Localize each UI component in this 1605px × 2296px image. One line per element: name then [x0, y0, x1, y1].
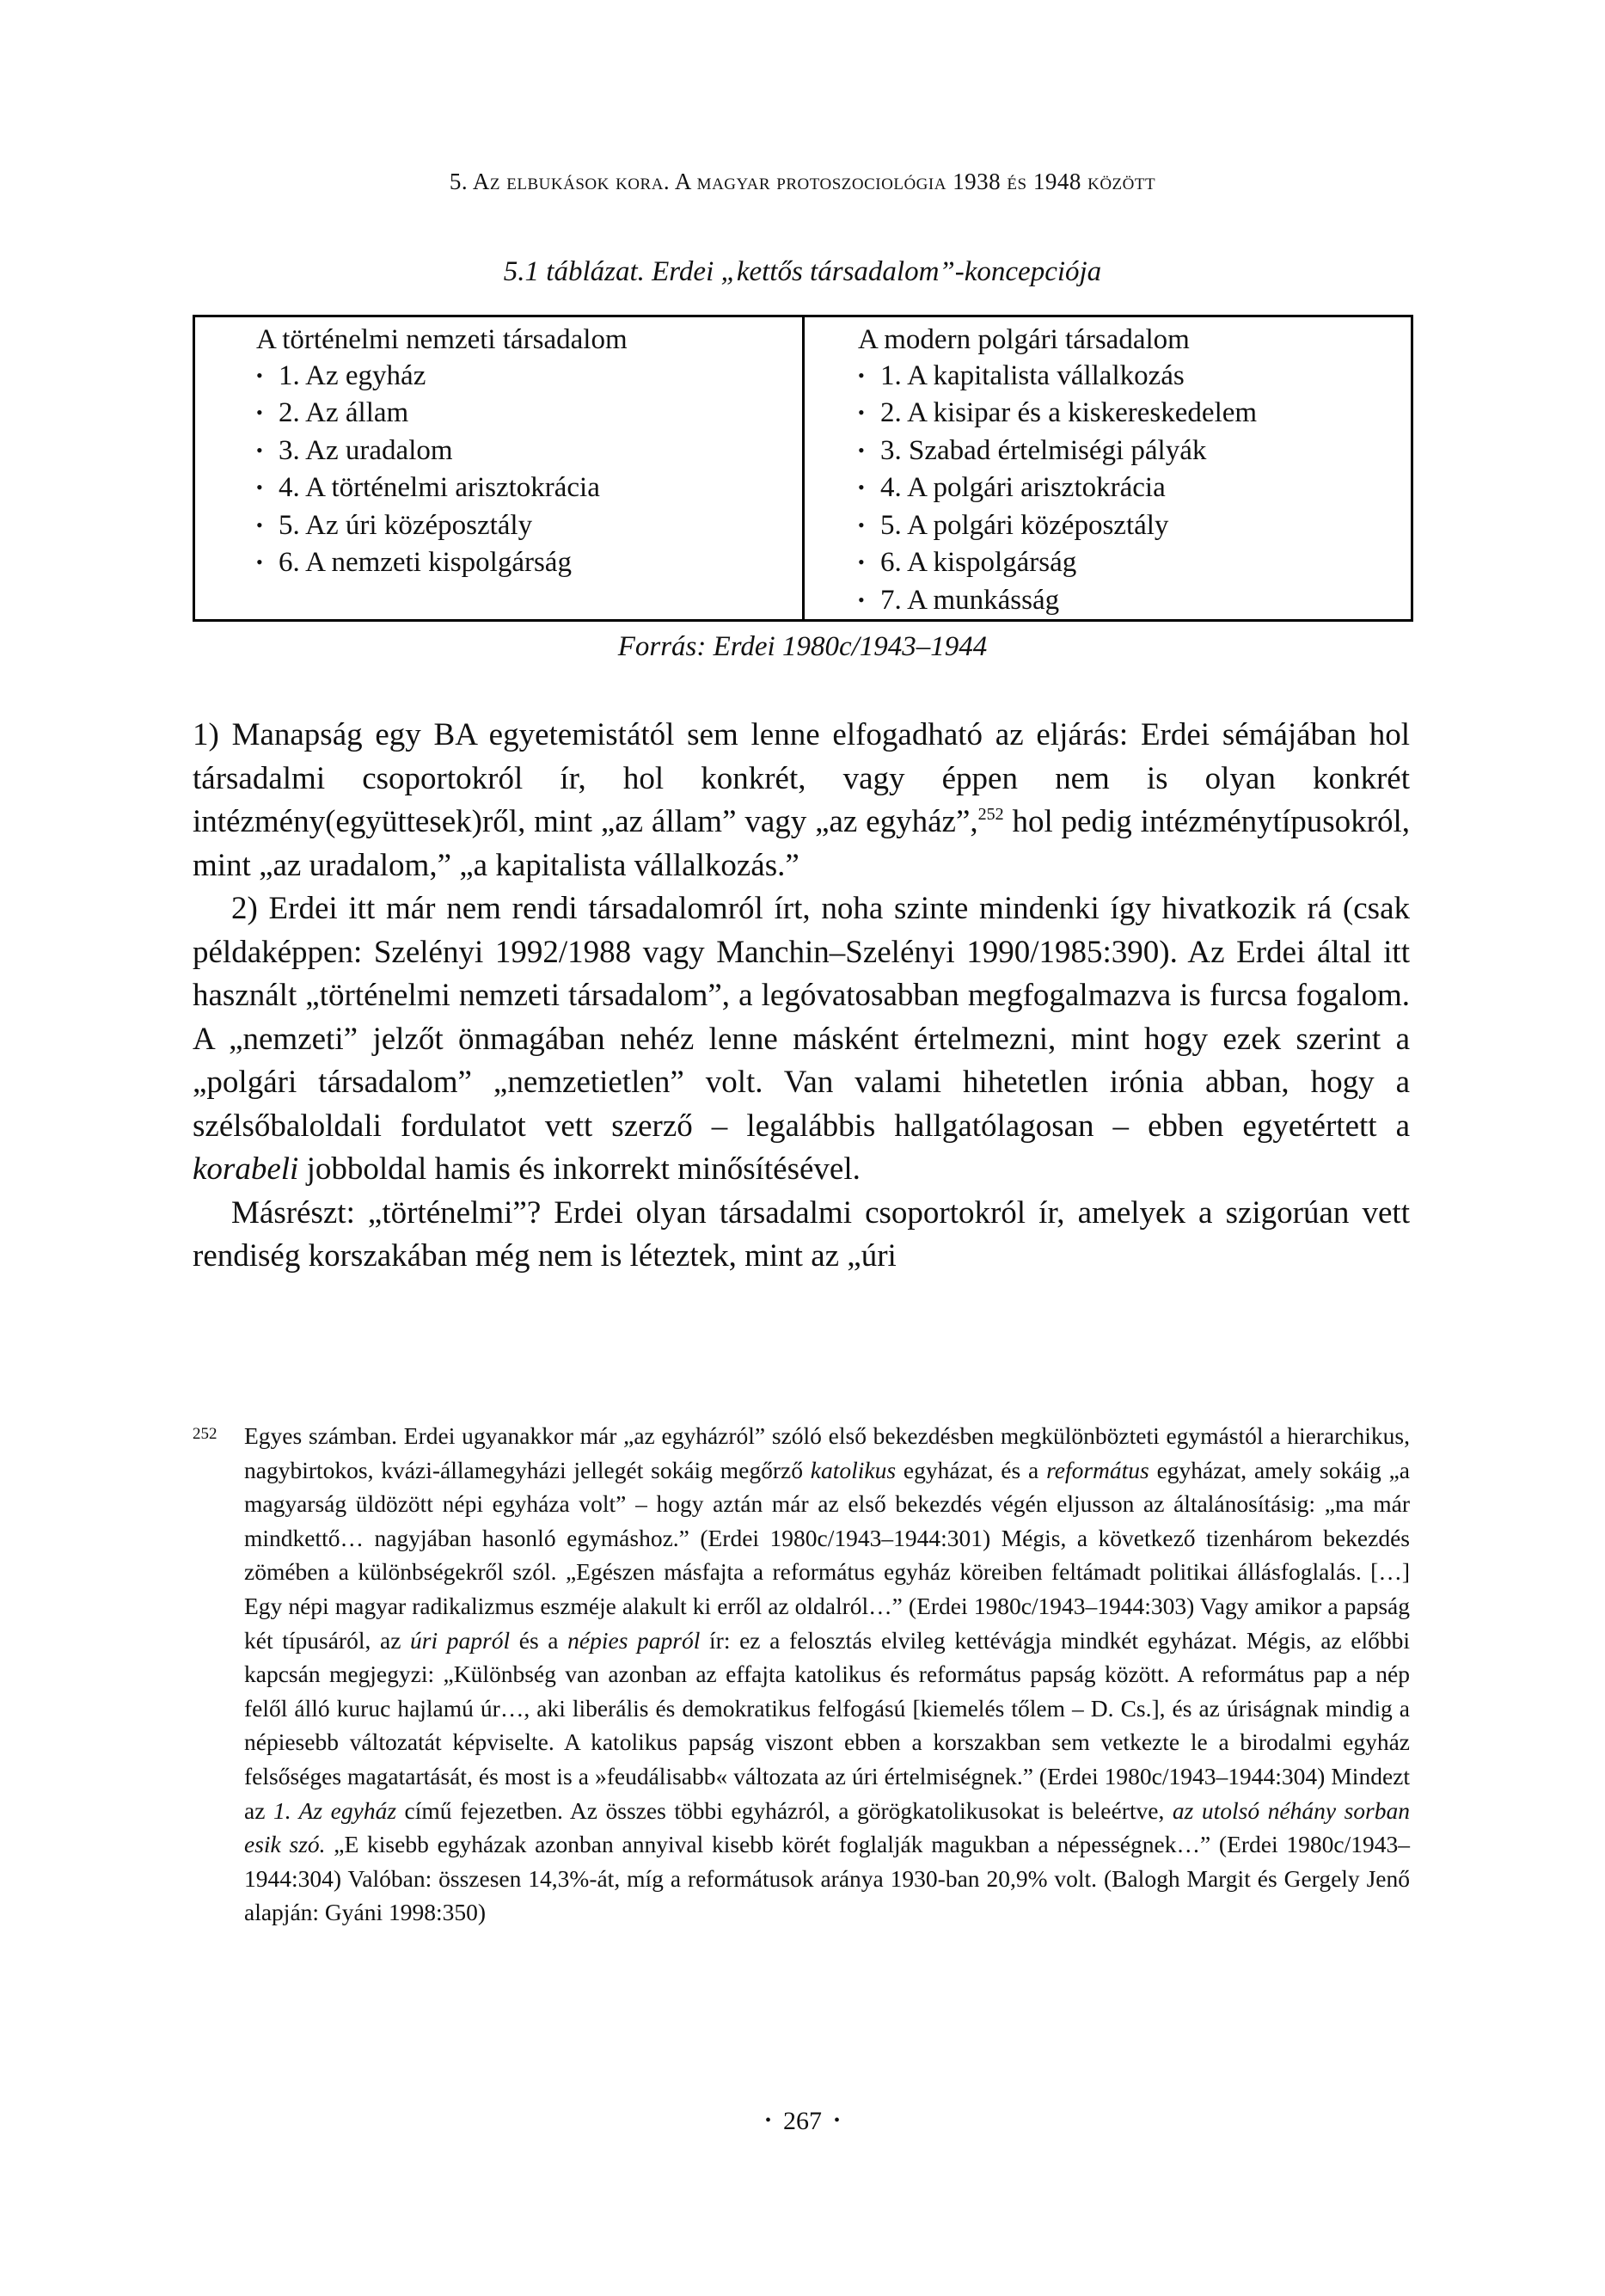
bullet-icon: •	[256, 402, 263, 423]
footnote-emphasis: az utolsó néhány sorban esik szó.	[244, 1796, 1410, 1858]
bullet-icon: •	[858, 551, 865, 573]
table-caption: 5.1 táblázat. Erdei „kettős társadalom”-koncepciója	[503, 256, 1102, 287]
footnote-text-segment: egyházat, és a	[896, 1456, 1047, 1483]
footnote-emphasis: 1. Az egyház	[273, 1796, 397, 1824]
list-item-text: 6. A kispolgárság	[880, 547, 1077, 578]
paragraph-3: Másrészt: „történelmi”? Erdei olyan társadalmi csoportokról ír, amelyek a szigorúan vett rendiség korszakában még nem is léteztek, mint az „úri	[193, 1194, 1410, 1274]
list-item-text: 2. Az állam	[279, 397, 409, 428]
table-list-item	[256, 470, 802, 508]
page-number: 267	[783, 2107, 822, 2135]
table-list-item	[256, 433, 802, 471]
table-list-item	[858, 396, 1411, 433]
footnote-text-segment: „E kisebb egyházak azonban annyival kisebb körét foglalják magukban a népességnek…” (Erdei 1980c/1943–1944:304) Valóban: összesen 14,3%-át, míg a reformátusok aránya 1930-ban 20,9% volt. (Balogh Margit és Gergely Jenő alapján: Gyáni 1998:350)	[244, 1831, 1410, 1926]
list-item-text: 7. A munkásság	[880, 584, 1060, 616]
list-item-text: 5. A polgári középosztály	[880, 509, 1169, 541]
list-item-text: 3. Szabad értelmiségi pályák	[880, 434, 1207, 466]
running-head: 5. Az elbukások kora. A magyar protoszociológia 1938 és 1948 között	[449, 169, 1156, 194]
table-list-item	[256, 359, 802, 396]
bullet-icon: •	[858, 476, 865, 498]
table-list-item	[256, 396, 802, 433]
paragraph-text: 1) Manapság egy BA egyetemistától sem lenne elfogadható az eljárás: Erdei sémájában hol társadalmi csoportokról ír, hol konkrét, vagy éppen nem is olyan konkrét intézmény(együttesek)ről, mint „az állam” vagy „az egyház”,	[193, 717, 1410, 839]
paragraph-text: hol pedig intézménytípusokról, mint „az uradalom,” „a kapitalista vállalkozás.”	[193, 804, 1410, 883]
bullet-icon: •	[256, 551, 263, 573]
table-list-item	[858, 359, 1411, 396]
footnote-text	[244, 1419, 1410, 1930]
bullet-icon: •	[858, 513, 865, 536]
column-list	[858, 359, 1411, 621]
bullet-icon: •	[256, 364, 263, 386]
list-item-text: 4. A történelmi arisztokrácia	[279, 472, 600, 503]
table-source: Forrás: Erdei 1980c/1943–1944	[617, 631, 988, 662]
list-item-text: 2. A kisipar és a kiskereskedelem	[880, 397, 1258, 428]
emphasis: korabeli	[193, 1151, 299, 1187]
footnote-reference[interactable]: 252	[977, 805, 1004, 824]
paragraph-2	[193, 887, 1410, 1192]
footnote-emphasis: katolikus	[810, 1456, 897, 1483]
table-column-modern	[805, 317, 1411, 619]
page-number-footer	[0, 2107, 1605, 2136]
bullet-ornament-icon: •	[834, 2111, 841, 2130]
footnote-252	[193, 1419, 1410, 1930]
bullet-icon: •	[256, 513, 263, 536]
column-heading: A történelmi nemzeti társadalom	[256, 324, 628, 355]
bullet-icon: •	[858, 402, 865, 423]
table-list-item	[858, 433, 1411, 471]
column-list	[256, 359, 802, 583]
list-item-text: 3. Az uradalom	[279, 434, 453, 466]
paragraph-text: jobboldal hamis és inkorrekt minősítésével.	[298, 1151, 861, 1187]
footnote-emphasis: református	[1046, 1456, 1149, 1483]
list-item-text: 1. Az egyház	[279, 359, 426, 391]
footnote-text-segment: ír: ez a felosztás elvileg kettévágja mindkét egyházat. Mégis, az előbbi kapcsán megjegyzi: „Különbség van azonban az effajta katolikus és református papság között. A református pap a nép felől álló kuruc hajlamú úr…, aki liberális és demokratikus felfogású [kiemelés tőlem – D. Cs.], és az úriságnak mindig a népiesebb változatát képviselte. A katolikus papság viszont ebben a korszakban sem vetkezte le a birodalmi egyház felsőséges magatartását, és most is a »feudálisabb« változata az úri értelmiségnek.” (Erdei 1980c/1943–1944:304) Mindezt az	[244, 1626, 1410, 1824]
list-item-text: 5. Az úri középosztály	[279, 509, 533, 541]
footnote-text-segment: Egyes számban. Erdei ugyanakkor már „az egyházról” szóló első bekezdésben megkülönbözteti egymástól a hierarchikus, nagybirtokos, kvázi-államegyházi jellegét sokáig megőrző	[244, 1422, 1410, 1483]
table-list-item	[858, 545, 1411, 583]
table-list-item	[256, 508, 802, 546]
footnote-emphasis: népies papról	[567, 1626, 701, 1654]
concept-table	[193, 315, 1413, 622]
list-item-text: 1. A kapitalista vállalkozás	[880, 359, 1185, 391]
bullet-icon: •	[256, 439, 263, 461]
bullet-icon: •	[256, 476, 263, 498]
bullet-icon: •	[858, 439, 865, 461]
body-text	[193, 714, 1410, 1279]
bullet-ornament-icon: •	[764, 2111, 771, 2130]
list-item-text: 6. A nemzeti kispolgárság	[279, 547, 572, 578]
bullet-icon: •	[858, 588, 865, 611]
paragraph-text: 2) Erdei itt már nem rendi társadalomról írt, noha szinte mindenki így hivatkozik rá (csak példaképpen: Szelényi 1992/1988 vagy Manchin–Szelényi 1990/1985:390). Az Erdei által itt használt „történelmi nemzeti társadalom”, a legóvatosabban megfogalmazva is furcsa fogalom. A „nemzeti” jelzőt önmagában nehéz lenne másként értelmezni, mint hogy ezek szerint a „polgári társadalom” „nemzetietlen” volt. Van valami hihetetlen irónia abban, hogy a szélsőbaloldali fordulatot vett szerző – legalábbis hallgatólagosan – ebben egyetértett a	[193, 891, 1410, 1144]
table-column-historical	[195, 317, 805, 619]
paragraph-1	[193, 714, 1410, 887]
table-list-item	[858, 470, 1411, 508]
table-list-item	[256, 545, 802, 583]
footnote-emphasis: úri papról	[410, 1626, 511, 1654]
footnote-number: 252	[193, 1425, 217, 1443]
footnote-text-segment: és a	[510, 1626, 568, 1654]
column-heading: A modern polgári társadalom	[858, 324, 1190, 355]
table-list-item	[858, 508, 1411, 546]
table-list-item	[858, 583, 1411, 621]
footnote-text-segment: egyházat, amely sokáig „a magyarság üldözött népi egyháza volt” – hogy aztán már az első bekezdés végén eljusson az általánosításig: „ma már mindkettő… nagyjában hasonló egymáshoz.” (Erdei 1980c/1943–1944:301) Mégis, a következő tizenhárom bekezdés zömében a különbségekről szól. „Egészen másfajta a református egyház köreiben feltámadt politikai állásfoglalás. […] Egy népi magyar radikalizmus eszméje alakult ki erről az oldalról…” (Erdei 1980c/1943–1944:303) Vagy amikor a papság két típusáról, az	[244, 1456, 1411, 1654]
footnote-text-segment: című fejezetben. Az összes többi egyházról, a görögkatolikusokat is beleértve,	[396, 1796, 1173, 1824]
list-item-text: 4. A polgári arisztokrácia	[880, 472, 1166, 503]
bullet-icon: •	[858, 364, 865, 386]
